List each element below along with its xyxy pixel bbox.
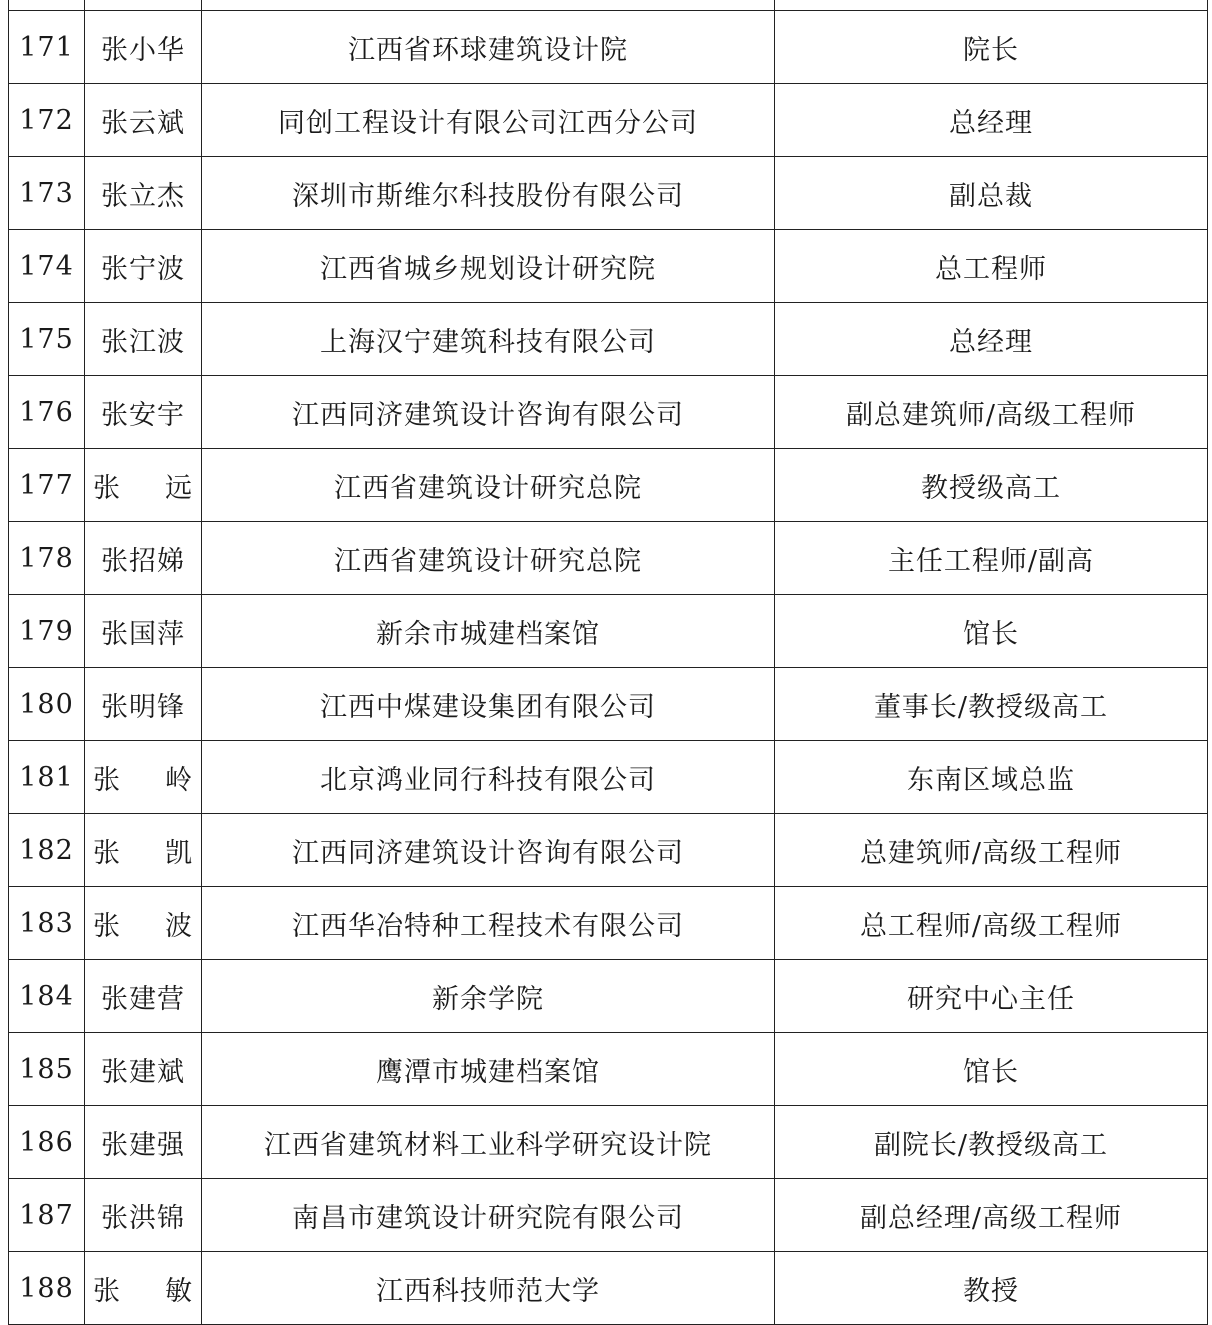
organization-cell: 江西科技师范大学: [202, 1252, 775, 1325]
row-number-cell: 175: [9, 303, 85, 376]
row-number-cell: 187: [9, 1179, 85, 1252]
position-title-cell: 研究中心主任: [775, 960, 1208, 1033]
table-row: [9, 84, 1208, 157]
name-cell: [85, 1252, 202, 1325]
organization-cell: 北京鸿业同行科技有限公司: [202, 741, 775, 814]
position-title-cell: 总经理: [775, 84, 1208, 157]
organization-cell: 江西同济建筑设计咨询有限公司: [202, 814, 775, 887]
row-number-cell: 182: [9, 814, 85, 887]
row-number-cell: 181: [9, 741, 85, 814]
table-row: [9, 887, 1208, 960]
name-text: 张 凯: [93, 837, 193, 869]
table-row: [9, 1106, 1208, 1179]
name-text: 张 远: [93, 472, 193, 504]
table-row: [9, 1252, 1208, 1325]
table-row: [9, 230, 1208, 303]
organization-cell: 南昌市建筑设计研究院有限公司: [202, 1179, 775, 1252]
organization-cell: 江西省建筑设计研究总院: [202, 522, 775, 595]
organization-cell: 江西省环球建筑设计院: [202, 11, 775, 84]
name-cell: 张安宇: [85, 376, 202, 449]
row-number-cell: 171: [9, 11, 85, 84]
table-row: [9, 668, 1208, 741]
row-number-cell: 176: [9, 376, 85, 449]
position-title-cell: 总工程师/高级工程师: [775, 887, 1208, 960]
row-number-cell: 177: [9, 449, 85, 522]
table-row: [9, 522, 1208, 595]
table-row: [9, 814, 1208, 887]
organization-cell: 上海汉宁建筑科技有限公司: [202, 303, 775, 376]
position-title-cell: [775, 0, 1208, 11]
position-title-cell: 总工程师: [775, 230, 1208, 303]
table-row: [9, 1033, 1208, 1106]
position-title-cell: 馆长: [775, 595, 1208, 668]
name-cell: [85, 887, 202, 960]
organization-cell: 同创工程设计有限公司江西分公司: [202, 84, 775, 157]
organization-cell: 江西华冶特种工程技术有限公司: [202, 887, 775, 960]
name-cell: 张招娣: [85, 522, 202, 595]
name-cell: [85, 814, 202, 887]
organization-cell: 新余市城建档案馆: [202, 595, 775, 668]
table-row: [9, 0, 1208, 11]
name-cell: [85, 0, 202, 11]
organization-cell: 江西中煤建设集团有限公司: [202, 668, 775, 741]
position-title-cell: 副院长/教授级高工: [775, 1106, 1208, 1179]
organization-cell: 江西省建筑材料工业科学研究设计院: [202, 1106, 775, 1179]
organization-cell: 深圳市斯维尔科技股份有限公司: [202, 157, 775, 230]
name-cell: 张云斌: [85, 84, 202, 157]
position-title-cell: 东南区域总监: [775, 741, 1208, 814]
organization-cell: 江西省建筑设计研究总院: [202, 449, 775, 522]
personnel-table: [8, 0, 1208, 1325]
organization-cell: 鹰潭市城建档案馆: [202, 1033, 775, 1106]
row-number-cell: 172: [9, 84, 85, 157]
position-title-cell: 教授: [775, 1252, 1208, 1325]
table-row: [9, 376, 1208, 449]
table-body: [9, 0, 1208, 1325]
name-cell: 张建强: [85, 1106, 202, 1179]
row-number-cell: 174: [9, 230, 85, 303]
position-title-cell: 副总经理/高级工程师: [775, 1179, 1208, 1252]
row-number-cell: 188: [9, 1252, 85, 1325]
name-cell: 张江波: [85, 303, 202, 376]
name-cell: 张国萍: [85, 595, 202, 668]
table-row: [9, 157, 1208, 230]
row-number-cell: 179: [9, 595, 85, 668]
name-cell: 张洪锦: [85, 1179, 202, 1252]
organization-cell: 江西同济建筑设计咨询有限公司: [202, 376, 775, 449]
table-row: [9, 11, 1208, 84]
organization-cell: 江西省城乡规划设计研究院: [202, 230, 775, 303]
row-number-cell: 173: [9, 157, 85, 230]
name-text: 张 敏: [93, 1275, 193, 1307]
row-number-cell: 185: [9, 1033, 85, 1106]
name-cell: [85, 741, 202, 814]
name-cell: 张建营: [85, 960, 202, 1033]
name-text: 张 岭: [93, 764, 193, 796]
name-cell: 张宁波: [85, 230, 202, 303]
row-number-cell: 184: [9, 960, 85, 1033]
name-cell: 张立杰: [85, 157, 202, 230]
name-cell: [85, 449, 202, 522]
position-title-cell: 馆长: [775, 1033, 1208, 1106]
organization-cell: 新余学院: [202, 960, 775, 1033]
position-title-cell: 董事长/教授级高工: [775, 668, 1208, 741]
row-number-cell: 180: [9, 668, 85, 741]
table-row: [9, 960, 1208, 1033]
row-number-cell: 178: [9, 522, 85, 595]
table-row: [9, 303, 1208, 376]
table-row: [9, 595, 1208, 668]
position-title-cell: 总建筑师/高级工程师: [775, 814, 1208, 887]
position-title-cell: 总经理: [775, 303, 1208, 376]
row-number-cell: 186: [9, 1106, 85, 1179]
table-row: [9, 741, 1208, 814]
table-row: [9, 449, 1208, 522]
table-row: [9, 1179, 1208, 1252]
row-number-cell: 183: [9, 887, 85, 960]
position-title-cell: 院长: [775, 11, 1208, 84]
position-title-cell: 副总裁: [775, 157, 1208, 230]
name-cell: 张建斌: [85, 1033, 202, 1106]
name-text: 张 波: [93, 910, 193, 942]
name-cell: 张小华: [85, 11, 202, 84]
organization-cell: [202, 0, 775, 11]
position-title-cell: 教授级高工: [775, 449, 1208, 522]
name-cell: 张明锋: [85, 668, 202, 741]
position-title-cell: 副总建筑师/高级工程师: [775, 376, 1208, 449]
position-title-cell: 主任工程师/副高: [775, 522, 1208, 595]
row-number-cell: [9, 0, 85, 11]
